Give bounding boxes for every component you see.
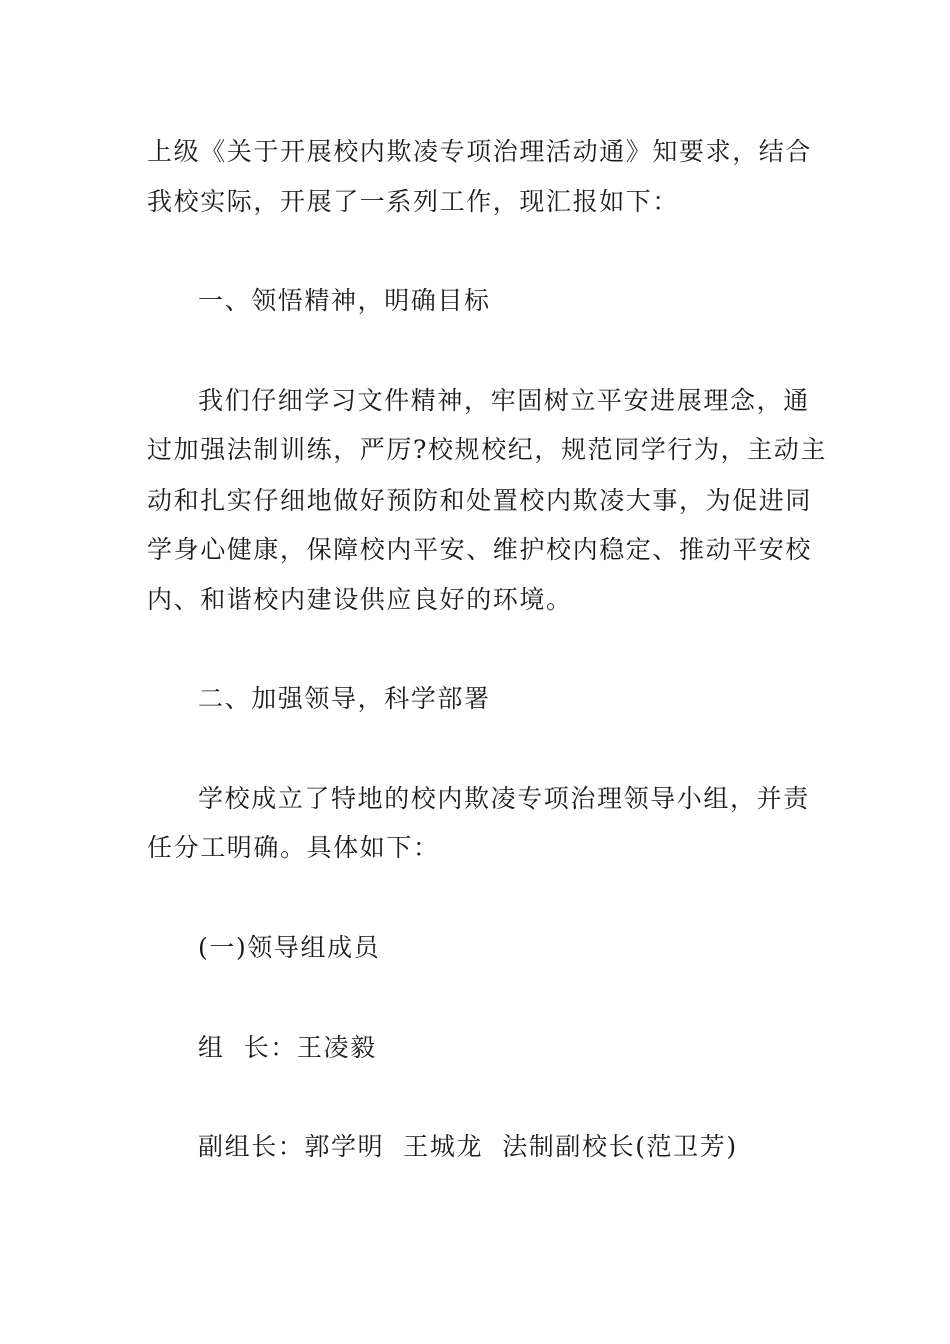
section-1-paragraph-line-1: 我们仔细学习文件精神，牢固树立平安进展理念，通: [198, 386, 810, 415]
intro-line-2: 我校实际，开展了一系列工作，现汇报如下：: [147, 187, 680, 216]
deputy-leader-line: 副组长：郭学明 王城龙 法制副校长(范卫芳): [198, 1132, 738, 1161]
section-2-paragraph-line-1: 学校成立了特地的校内欺凌专项治理领导小组，并责: [198, 784, 810, 813]
section-1-paragraph-line-5: 内、和谐校内建设供应良好的环境。: [147, 585, 573, 614]
intro-line-1: 上级《关于开展校内欺凌专项治理活动通》知要求，结合: [147, 137, 813, 166]
section-2-heading: 二、加强领导，科学部署: [198, 684, 491, 713]
leadership-group-heading: (一)领导组成员: [198, 933, 381, 962]
group-leader-line: 组 长：王凌毅: [198, 1033, 377, 1062]
section-1-heading: 一、领悟精神，明确目标: [198, 286, 491, 315]
section-1-paragraph-line-4: 学身心健康，保障校内平安、维护校内稳定、推动平安校: [147, 535, 813, 564]
section-1-paragraph-line-2: 过加强法制训练，严厉?校规校纪，规范同学行为，主动主: [147, 435, 828, 464]
section-1-paragraph-line-3: 动和扎实仔细地做好预防和处置校内欺凌大事，为促进同: [147, 486, 813, 515]
section-2-paragraph-line-2: 任分工明确。具体如下：: [147, 833, 440, 862]
